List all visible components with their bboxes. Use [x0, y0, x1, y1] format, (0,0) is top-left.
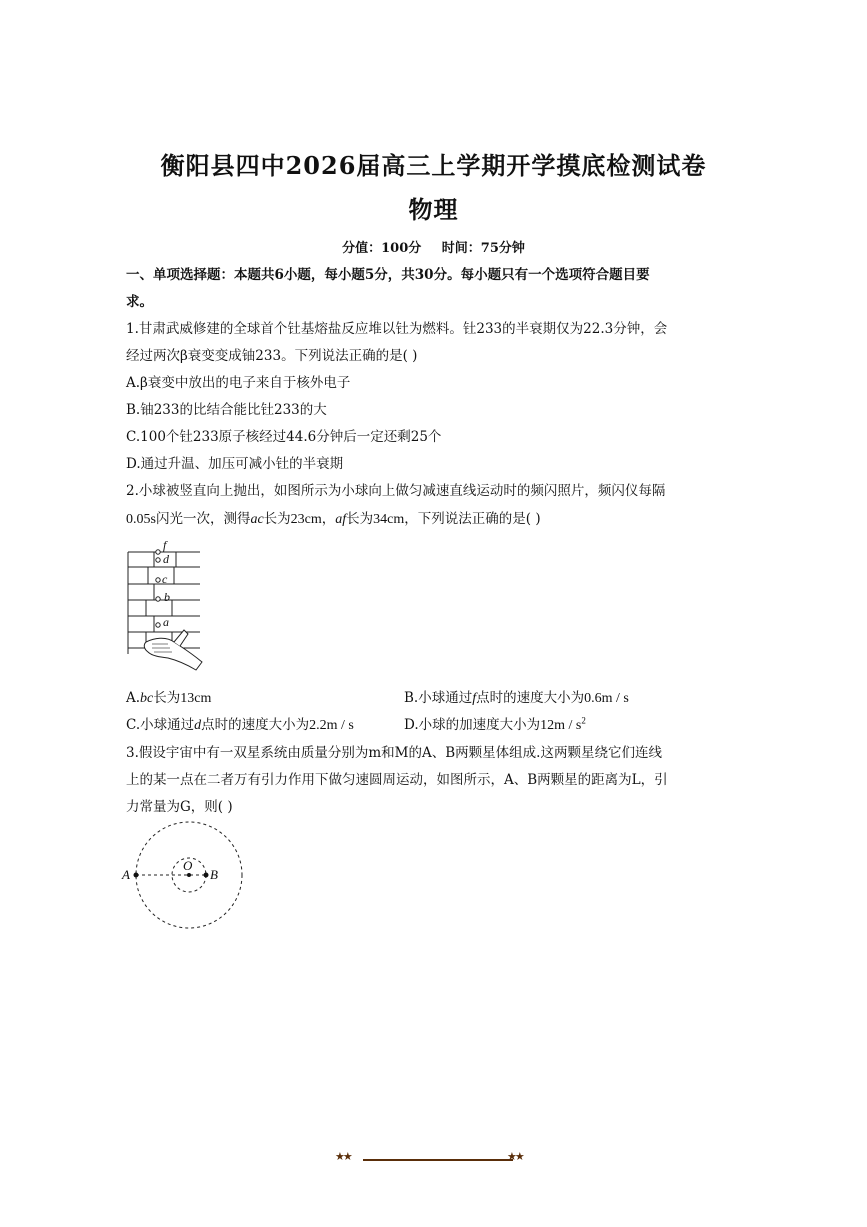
option-text: 长为	[153, 690, 181, 706]
point-a-label: a	[163, 615, 169, 629]
option-prefix: A.	[126, 690, 141, 706]
q1-stem-line2: 经过两次β衰变变成铀233。下列说法正确的是( )	[126, 348, 418, 364]
q1-option-c: C.100个钍233原子核经过44.6分钟后一定还剩25个	[126, 429, 442, 445]
q3-stem-line1: 3.假设宇宙中有一双星系统由质量分别为m和M的A、B两颗星体组成.这两颗星绕它们连线	[126, 745, 662, 761]
footer-stars-left: ★★	[335, 1150, 351, 1163]
center-o-label: O	[183, 858, 193, 873]
q1-option-a: A.β衰变中放出的电子来自于核外电子	[126, 375, 351, 391]
point-b-label: b	[164, 590, 170, 604]
q2-text: 闪光一次，测得	[155, 511, 251, 527]
option-text: 点时的速度大小为	[476, 690, 585, 706]
q2-option-b	[404, 686, 629, 707]
center-o	[187, 873, 191, 877]
q2-bc: bc	[140, 691, 154, 706]
q2-opt-d-exponent: 2	[581, 715, 586, 726]
point-f-label: f	[163, 538, 167, 552]
q2-interval: 0.05s	[126, 512, 156, 527]
exam-title: 衡阳县四中2026届高三上学期开学摸底检测试卷	[160, 151, 707, 180]
q2-option-c	[126, 713, 354, 734]
section1-heading-line2: 求。	[126, 294, 153, 310]
q2-text: ，下列说法正确的是( )	[404, 511, 541, 527]
footer-rule	[363, 1159, 513, 1161]
star-b-label: B	[210, 867, 218, 882]
subject-title: 物理	[408, 195, 459, 224]
strobe-photo-figure	[124, 538, 208, 674]
q1-option-d: D.通过升温、加压可减小钍的半衰期	[126, 456, 344, 472]
q2-option-d	[404, 713, 586, 734]
option-prefix: C.小球通过	[126, 717, 195, 733]
q3-stem-line2: 上的某一点在二者万有引力作用下做匀速圆周运动，如图所示，A、B两颗星的距离为L，引	[126, 772, 668, 788]
point-d-label: d	[163, 552, 169, 566]
q2-option-a	[126, 686, 211, 707]
binary-star-figure	[118, 818, 248, 930]
q2-opt-c-value: 2.2m / s	[309, 718, 354, 733]
q2-stem-line1: 2.小球被竖直向上抛出，如图所示为小球向上做匀减速直线运动时的频闪照片，频闪仪每隔	[126, 483, 666, 499]
q2-opt-d-value: 12m / s	[540, 718, 582, 733]
q2-stem-line2	[126, 507, 541, 528]
q2-ac-length: 23cm	[290, 512, 322, 527]
q2-af-length: 34cm	[373, 512, 405, 527]
star-a-label: A	[122, 867, 130, 882]
q2-opt-b-value: 0.6m / s	[584, 691, 629, 706]
q2-text: 长为	[263, 511, 291, 527]
footer-ornament	[335, 1152, 535, 1168]
option-prefix: B.小球通过	[404, 690, 473, 706]
time-text: 时间：75分钟	[441, 241, 525, 256]
q1-stem-line1: 1.甘肃武威修建的全球首个钍基熔盐反应堆以钍为燃料。钍233的半衰期仅为22.3分钟，会	[126, 321, 668, 337]
q2-text: 长为	[346, 511, 374, 527]
q3-stem-line3: 力常量为G，则( )	[126, 799, 233, 815]
exam-meta	[0, 237, 867, 256]
star-a	[134, 873, 139, 878]
q2-f: f	[472, 691, 477, 706]
q2-ac: ac	[250, 512, 264, 527]
score-text: 分值：100分	[342, 241, 422, 256]
option-text: 点时的速度大小为	[201, 717, 310, 733]
q2-d: d	[194, 718, 202, 733]
q2-af: af	[335, 512, 347, 527]
point-c-label: c	[162, 572, 168, 586]
option-prefix: D.小球的加速度大小为	[404, 717, 541, 733]
footer-stars-right: ★★	[507, 1150, 523, 1163]
q1-option-b: B.铀233的比结合能比钍233的大	[126, 402, 327, 418]
star-b	[204, 873, 209, 878]
section1-heading-line1: 一、单项选择题：本题共6小题，每小题5分，共30分。每小题只有一个选项符合题目要	[126, 267, 650, 283]
hand-icon	[144, 630, 202, 670]
q2-opt-a-value: 13cm	[180, 691, 212, 706]
q2-text: ，	[321, 511, 336, 527]
